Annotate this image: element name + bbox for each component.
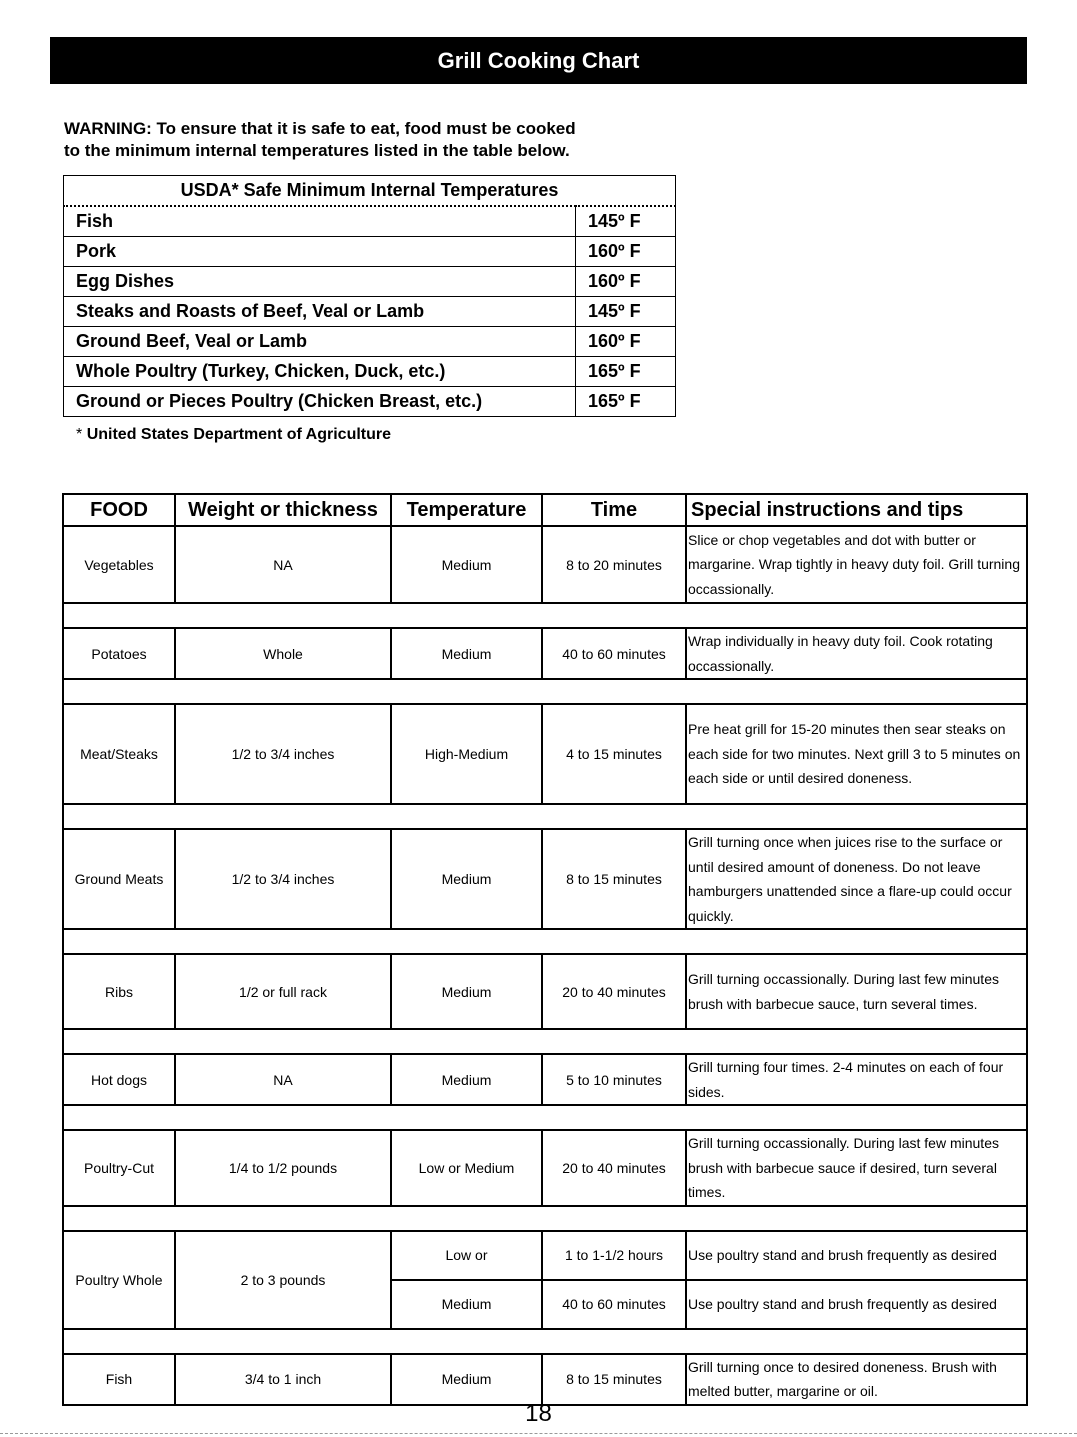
tips-cell: Slice or chop vegetables and dot with butter or margarine. Wrap tightly in heavy duty foil. Grill turning occassionally. xyxy=(686,526,1027,603)
spacer-row xyxy=(63,1105,1027,1130)
food-cell: Potatoes xyxy=(63,628,175,679)
spacer-row xyxy=(63,929,1027,954)
table-row xyxy=(63,628,1027,679)
page-number: 18 xyxy=(525,1400,552,1427)
weight-cell: Whole xyxy=(175,628,391,679)
usda-temp: 160º F xyxy=(576,237,676,267)
temperature-cell: Low or xyxy=(391,1231,542,1280)
usda-temp: 160º F xyxy=(576,327,676,357)
tips-cell: Grill turning occassionally. During last few minutes brush with barbecue sauce if desired, turn several times. xyxy=(686,1130,1027,1206)
usda-food: Whole Poultry (Turkey, Chicken, Duck, etc.) xyxy=(64,357,576,387)
food-cell: Fish xyxy=(63,1354,175,1405)
col-header-temperature: Temperature xyxy=(391,494,542,526)
weight-cell: 2 to 3 pounds xyxy=(175,1231,391,1329)
warning-text xyxy=(64,118,724,162)
temperature-cell: Low or Medium xyxy=(391,1130,542,1206)
time-cell: 1 to 1-1/2 hours xyxy=(542,1231,686,1280)
usda-food: Steaks and Roasts of Beef, Veal or Lamb xyxy=(64,297,576,327)
usda-temp: 165º F xyxy=(576,387,676,417)
grill-cooking-table xyxy=(62,493,1028,1406)
temperature-cell: High-Medium xyxy=(391,704,542,804)
time-cell: 5 to 10 minutes xyxy=(542,1054,686,1105)
tips-cell: Grill turning once when juices rise to the surface or until desired amount of doneness. Do not leave hamburgers unattended since a flare-up could occur quickly. xyxy=(686,829,1027,929)
table-row xyxy=(63,829,1027,929)
table-row xyxy=(63,1054,1027,1105)
col-header-time: Time xyxy=(542,494,686,526)
table-row xyxy=(63,954,1027,1029)
time-cell: 40 to 60 minutes xyxy=(542,628,686,679)
usda-table-header: USDA* Safe Minimum Internal Temperatures xyxy=(64,176,676,207)
usda-food: Ground Beef, Veal or Lamb xyxy=(64,327,576,357)
table-row xyxy=(63,704,1027,804)
weight-cell: 1/2 to 3/4 inches xyxy=(175,704,391,804)
footnote-text: United States Department of Agriculture xyxy=(86,426,392,443)
food-cell: Poultry Whole xyxy=(63,1231,175,1329)
usda-food: Pork xyxy=(64,237,576,267)
warning-line-2: to the minimum internal temperatures listed in the table below. xyxy=(64,141,570,160)
table-header-row xyxy=(63,494,1027,526)
tips-cell: Grill turning occassionally. During last few minutes brush with barbecue sauce, turn several times. xyxy=(686,954,1027,1029)
page-title: Grill Cooking Chart xyxy=(50,37,1027,84)
food-cell: Ribs xyxy=(63,954,175,1029)
spacer-row xyxy=(63,603,1027,628)
col-header-food: FOOD xyxy=(63,494,175,526)
time-cell: 20 to 40 minutes xyxy=(542,1130,686,1206)
temperature-cell: Medium xyxy=(391,628,542,679)
table-row xyxy=(63,1130,1027,1206)
temperature-cell: Medium xyxy=(391,1054,542,1105)
spacer-row xyxy=(63,679,1027,704)
usda-temp: 165º F xyxy=(576,357,676,387)
time-cell: 8 to 15 minutes xyxy=(542,829,686,929)
tips-cell: Pre heat grill for 15-20 minutes then sear steaks on each side for two minutes. Next grill 3 to 5 minutes on each side or until desired doneness. xyxy=(686,704,1027,804)
bottom-divider xyxy=(0,1433,1077,1434)
spacer-row xyxy=(63,1329,1027,1354)
tips-cell: Grill turning four times. 2-4 minutes on each of four sides. xyxy=(686,1054,1027,1105)
weight-cell: NA xyxy=(175,1054,391,1105)
food-cell: Vegetables xyxy=(63,526,175,603)
time-cell: 40 to 60 minutes xyxy=(542,1280,686,1329)
usda-temp: 145º F xyxy=(576,297,676,327)
temperature-cell: Medium xyxy=(391,526,542,603)
usda-food: Ground or Pieces Poultry (Chicken Breast, etc.) xyxy=(64,387,576,417)
warning-line-1: WARNING: To ensure that it is safe to eat, food must be cooked xyxy=(64,119,576,138)
temperature-cell: Medium xyxy=(391,829,542,929)
time-cell: 8 to 15 minutes xyxy=(542,1354,686,1405)
food-cell: Meat/Steaks xyxy=(63,704,175,804)
usda-food: Egg Dishes xyxy=(64,267,576,297)
temperature-cell: Medium xyxy=(391,1354,542,1405)
usda-food: Fish xyxy=(64,206,576,237)
weight-cell: 1/2 to 3/4 inches xyxy=(175,829,391,929)
spacer-row xyxy=(63,1206,1027,1231)
tips-cell: Grill turning once to desired doneness. Brush with melted butter, margarine or oil. xyxy=(686,1354,1027,1405)
weight-cell: NA xyxy=(175,526,391,603)
footnote-asterisk: * xyxy=(76,426,83,443)
weight-cell: 1/4 to 1/2 pounds xyxy=(175,1130,391,1206)
col-header-weight: Weight or thickness xyxy=(175,494,391,526)
temperature-cell: Medium xyxy=(391,954,542,1029)
col-header-tips: Special instructions and tips xyxy=(686,494,1027,526)
temperature-cell: Medium xyxy=(391,1280,542,1329)
food-cell: Hot dogs xyxy=(63,1054,175,1105)
time-cell: 4 to 15 minutes xyxy=(542,704,686,804)
weight-cell: 3/4 to 1 inch xyxy=(175,1354,391,1405)
tips-cell: Wrap individually in heavy duty foil. Cook rotating occassionally. xyxy=(686,628,1027,679)
usda-temp: 145º F xyxy=(576,206,676,237)
spacer-row xyxy=(63,1029,1027,1054)
usda-temp: 160º F xyxy=(576,267,676,297)
table-row xyxy=(63,1354,1027,1405)
usda-temperature-table xyxy=(63,175,676,417)
food-cell: Ground Meats xyxy=(63,829,175,929)
time-cell: 8 to 20 minutes xyxy=(542,526,686,603)
food-cell: Poultry-Cut xyxy=(63,1130,175,1206)
usda-footnote xyxy=(76,426,391,444)
time-cell: 20 to 40 minutes xyxy=(542,954,686,1029)
tips-cell: Use poultry stand and brush frequently as desired xyxy=(686,1280,1027,1329)
tips-cell: Use poultry stand and brush frequently as desired xyxy=(686,1231,1027,1280)
weight-cell: 1/2 or full rack xyxy=(175,954,391,1029)
spacer-row xyxy=(63,804,1027,829)
table-row xyxy=(63,1231,1027,1280)
table-row xyxy=(63,526,1027,603)
